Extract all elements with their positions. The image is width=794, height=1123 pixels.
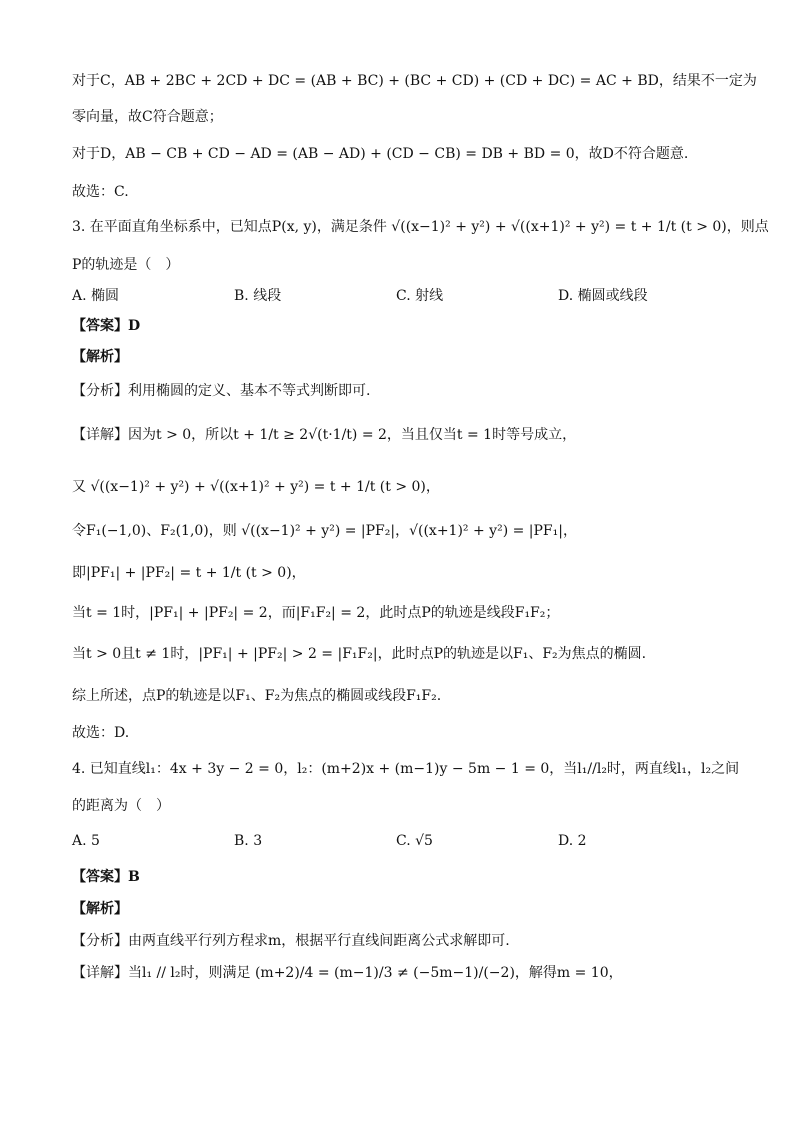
q3-options xyxy=(72,285,754,307)
q4-detail: 【详解】当l₁ // l₂时，则满足 (m+2)/4 = (m−1)/3 ≠ (−5m−1)/(−2)，解得m = 10， xyxy=(72,965,623,981)
q3-choice: 故选：D. xyxy=(72,725,130,741)
q3-detail-4: 即|PF₁| + |PF₂| = t + 1/t (t > 0)， xyxy=(72,565,306,581)
q3-option-d: D. 椭圆或线段 xyxy=(558,288,648,304)
text-line-choice-c: 故选：C. xyxy=(72,184,129,200)
q4-option-b: B. 3 xyxy=(234,833,263,849)
q3-option-c: C. 射线 xyxy=(396,288,444,304)
q4-analysis: 【分析】由两直线平行列方程求m，根据平行直线间距离公式求解即可. xyxy=(72,933,510,949)
q4-option-c: C. √5 xyxy=(396,833,433,849)
q4-option-d: D. 2 xyxy=(558,833,587,849)
q3-detail-7: 综上所述，点P的轨迹是以F₁、F₂为焦点的椭圆或线段F₁F₂. xyxy=(72,688,442,704)
q4-stem: 4. 已知直线l₁：4x + 3y − 2 = 0，l₂：(m+2)x + (m−1)y − 5m − 1 = 0，当l₁//l₂时，两直线l₁，l₂之间 xyxy=(72,761,740,777)
text-line-d: 对于D，AB − CB + CD − AD = (AB − AD) + (CD − CB) = DB + BD = 0，故D不符合题意. xyxy=(72,146,689,162)
q3-analysis-label: 【解析】 xyxy=(72,349,128,365)
q3-option-a: A. 椭圆 xyxy=(72,288,120,304)
text-line-c-cont: 零向量，故C符合题意； xyxy=(72,109,223,125)
q3-analysis: 【分析】利用椭圆的定义、基本不等式判断即可. xyxy=(72,383,371,399)
text-line-c: 对于C，AB + 2BC + 2CD + DC = (AB + BC) + (BC + CD) + (CD + DC) = AC + BD，结果不一定为 xyxy=(72,73,757,89)
q4-stem-cont: 的距离为（ ） xyxy=(72,798,170,814)
q3-detail-2: 又 √((x−1)² + y²) + √((x+1)² + y²) = t + 1/t (t > 0)， xyxy=(72,479,440,495)
q3-answer: 【答案】D xyxy=(72,318,141,334)
q3-stem: 3. 在平面直角坐标系中，已知点P(x, y)，满足条件 √((x−1)² + y²) + √((x+1)² + y²) = t + 1/t (t > 0)，则点 xyxy=(72,219,769,235)
q4-analysis-label: 【解析】 xyxy=(72,901,128,917)
q3-detail-1: 【详解】因为t > 0，所以t + 1/t ≥ 2√(t·1/t) = 2，当且仅当t = 1时等号成立， xyxy=(72,427,577,443)
q3-detail-6: 当t > 0且t ≠ 1时，|PF₁| + |PF₂| > 2 = |F₁F₂|，此时点P的轨迹是以F₁、F₂为焦点的椭圆. xyxy=(72,646,647,662)
q4-answer: 【答案】B xyxy=(72,869,140,885)
q3-stem-cont: P的轨迹是（ ） xyxy=(72,257,180,273)
q4-option-a: A. 5 xyxy=(72,833,100,849)
q3-detail-5: 当t = 1时，|PF₁| + |PF₂| = 2，而|F₁F₂| = 2，此时点P的轨迹是线段F₁F₂； xyxy=(72,605,560,621)
q3-detail-3: 令F₁(−1,0)、F₂(1,0)，则 √((x−1)² + y²) = |PF₂|，√((x+1)² + y²) = |PF₁|， xyxy=(72,523,577,539)
q3-option-b: B. 线段 xyxy=(234,288,282,304)
q4-options xyxy=(72,830,754,852)
